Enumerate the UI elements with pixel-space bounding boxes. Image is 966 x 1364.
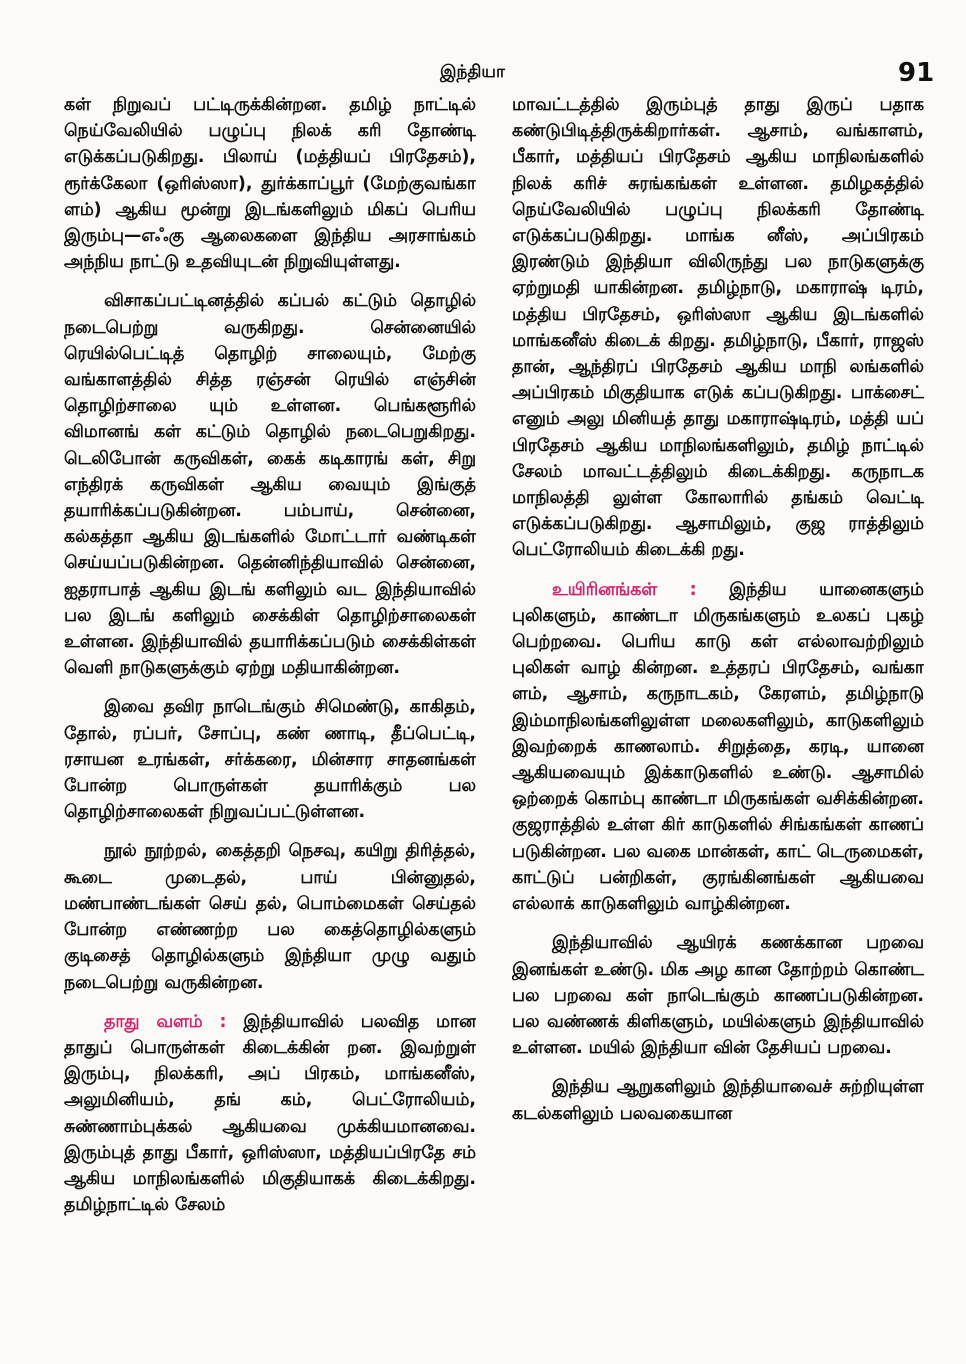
paragraph-wildlife <box>512 577 924 918</box>
paragraph-industry-continued: கள் நிறுவப் பட்டிருக்கின்றன. தமிழ் நாட்டில் நெய்வேலியில் பழுப்பு நிலக் கரி தோண்டி எடுக்கப்படுகிறது. பிலாய் (மத்தியப் பிரதேசம்), ரூர்க்கேலா (ஒரிஸ்ஸா), துர்க்காப்பூர் (மேற்குவங்கா ளம்) ஆகிய மூன்று இடங்களிலும் மிகப் பெரிய இரும்பு—எஃகு ஆலைகளை இந்திய அரசாங்கம் அந்நிய நாட்டு உதவியுடன் நிறுவியுள்ளது. <box>64 95 476 273</box>
paragraph-cottage-industries: நூல் நூற்றல், கைத்தறி நெசவு, கயிறு திரித்தல், கூடை முடைதல், பாய் பின்னுதல், மண்பாண்டங்கள் செய் தல், பொம்மைகள் செய்தல் போன்ற எண்ணற்ற பல கைத்தொழில்களும் குடிசைத் தொழில்களும் இந்தியா முழு வதும் நடைபெற்று வருகின்றன. <box>64 841 476 993</box>
paragraph-factories: இவை தவிர நாடெங்கும் சிமெண்டு, காகிதம், தோல், ரப்பர், சோப்பு, கண் ணாடி, தீப்பெட்டி, ரசாயன உரங்கள், சர்க்கரை, மின்சார சாதனங்கள் போன்ற பொருள்கள் தயாரிக்கும் பல தொழிற்சாலைகள் நிறுவப்பட்டுள்ளன. <box>64 697 476 823</box>
running-header <box>0 58 966 88</box>
right-column <box>512 92 924 1317</box>
wildlife-text: இந்திய யானைகளும் புலிகளும், காண்டா மிருகங்களும் உலகப் புகழ் பெற்றவை. பெரிய காடு கள் எல்லாவற்றிலும் புலிகள் வாழ் கின்றன. உத்தரப் பிரதேசம், வங்கா ளம், ஆசாம், கருநாடகம், கேரளம், தமிழ்நாடு இம்மாநிலங்களிலுள்ள மலைகளிலும், காடுகளிலும் இவற்றைக் காணலாம். சிறுத்தை, கரடி, யானை ஆகியவையும் இக்காடுகளில் உண்டு. ஆசாமில் ஒற்றைக் கொம்பு காண்டா மிருகங்கள் வசிக்கின்றன. குஜராத்தில் உள்ள கிர் காடுகளில் சிங்கங்கள் காணப் படுகின்றன. பல வகை மான்கள், காட் டெருமைகள், காட்டுப் பன்றிகள், குரங்கினங்கள் ஆகியவை எல்லாக் காடுகளிலும் வாழ்கின்றன. <box>512 579 924 915</box>
running-title: இந்தியா <box>440 62 505 82</box>
section-heading-mineral-wealth: தாது வளம் : <box>104 1011 227 1032</box>
page-number: 91 <box>898 58 935 88</box>
mineral-wealth-text: இந்தியாவில் பலவித மான தாதுப் பொருள்கள் கிடைக்கின் றன. இவற்றுள் இரும்பு, நிலக்கரி, அப் பிரகம், மாங்கனீஸ், அலுமினியம், தங் கம், பெட்ரோலியம், சுண்ணாம்புக்கல் ஆகியவை முக்கியமானவை. இரும்புத் தாது பீகார், ஒரிஸ்ஸா, மத்தியப்பிரதே சம் ஆகிய மாநிலங்களில் மிகுதியாகக் கிடைக்கிறது. தமிழ்நாட்டில் சேலம் <box>64 1011 476 1216</box>
paragraph-mineral-wealth <box>64 1009 476 1219</box>
left-column <box>64 92 476 1317</box>
paragraph-birds: இந்தியாவில் ஆயிரக் கணக்கான பறவை இனங்கள் உண்டு. மிக அழ கான தோற்றம் கொண்ட பல பறவை கள் நாடெங்கும் காணப்படுகின்றன. பல வண்ணக் கிளிகளும், மயில்களும் இந்தியாவில் உள்ளன. மயில் இந்தியா வின் தேசியப் பறவை. <box>512 933 924 1059</box>
paragraph-rivers: இந்திய ஆறுகளிலும் இந்தியாவைச் சுற்றியுள்ள கடல்களிலும் பலவகையான <box>512 1077 924 1124</box>
paragraph-minerals-continued: மாவட்டத்தில் இரும்புத் தாது இருப் பதாக கண்டுபிடித்திருக்கிறார்கள். ஆசாம், வங்காளம், பீகார், மத்தியப் பிரதேசம் ஆகிய மாநிலங்களில் நிலக் கரிச் சுரங்கங்கள் உள்ளன. தமிழகத்தில் நெய்வேலியில் பழுப்பு நிலக்கரி தோண்டி எடுக்கப்படுகிறது. மாங்க னீஸ், அப்பிரகம் இரண்டும் இந்தியா விலிருந்து பல நாடுகளுக்கு ஏற்றுமதி யாகின்றன. தமிழ்நாடு, மகாராஷ் டிரம், மத்திய பிரதேசம், ஒரிஸ்ஸா ஆகிய இடங்களில் மாங்கனீஸ் கிடைக் கிறது. தமிழ்நாடு, பீகார், ராஜஸ் தான், ஆந்திரப் பிரதேசம் ஆகிய மாநி லங்களில் அப்பிரகம் மிகுதியாக எடுக் கப்படுகிறது. பாக்சைட் எனும் அலு மினியத் தாது மகாராஷ்டிரம், மத்தி யப் பிரதேசம் ஆகிய மாநிலங்களிலும், தமிழ் நாட்டில் சேலம் மாவட்டத்திலும் கிடைக்கிறது. கருநாடக மாநிலத்தி லுள்ள கோலாரில் தங்கம் வெட்டி எடுக்கப்படுகிறது. ஆசாமிலும், குஜ ராத்திலும் பெட்ரோலியம் கிடைக்கி றது. <box>512 95 924 561</box>
section-heading-wildlife: உயிரினங்கள் : <box>552 579 697 600</box>
paragraph-manufacturing: விசாகப்பட்டினத்தில் கப்பல் கட்டும் தொழில் நடைபெற்று வருகிறது. சென்னையில் ரெயில்பெட்டித் தொழிற் சாலையும், மேற்கு வங்காளத்தில் சித்த ரஞ்சன் ரெயில் எஞ்சின் தொழிற்சாலை யும் உள்ளன. பெங்களூரில் விமானங் கள் கட்டும் தொழில் நடைபெறுகிறது. டெலிபோன் கருவிகள், கைக் கடிகாரங் கள், சிறு எந்திரக் கருவிகள் ஆகிய வையும் இங்குத் தயாரிக்கப்படுகின்றன. பம்பாய், சென்னை, கல்கத்தா ஆகிய இடங்களில் மோட்டார் வண்டிகள் செய்யப்படுகின்றன. தென்னிந்தியாவில் சென்னை, ஐதராபாத் ஆகிய இடங் களிலும் வட இந்தியாவில் பல இடங் களிலும் சைக்கிள் தொழிற்சாலைகள் உள்ளன. இந்தியாவில் தயாரிக்கப்படும் சைக்கிள்கள் வெளி நாடுகளுக்கும் ஏற்று மதியாகின்றன. <box>64 291 476 679</box>
